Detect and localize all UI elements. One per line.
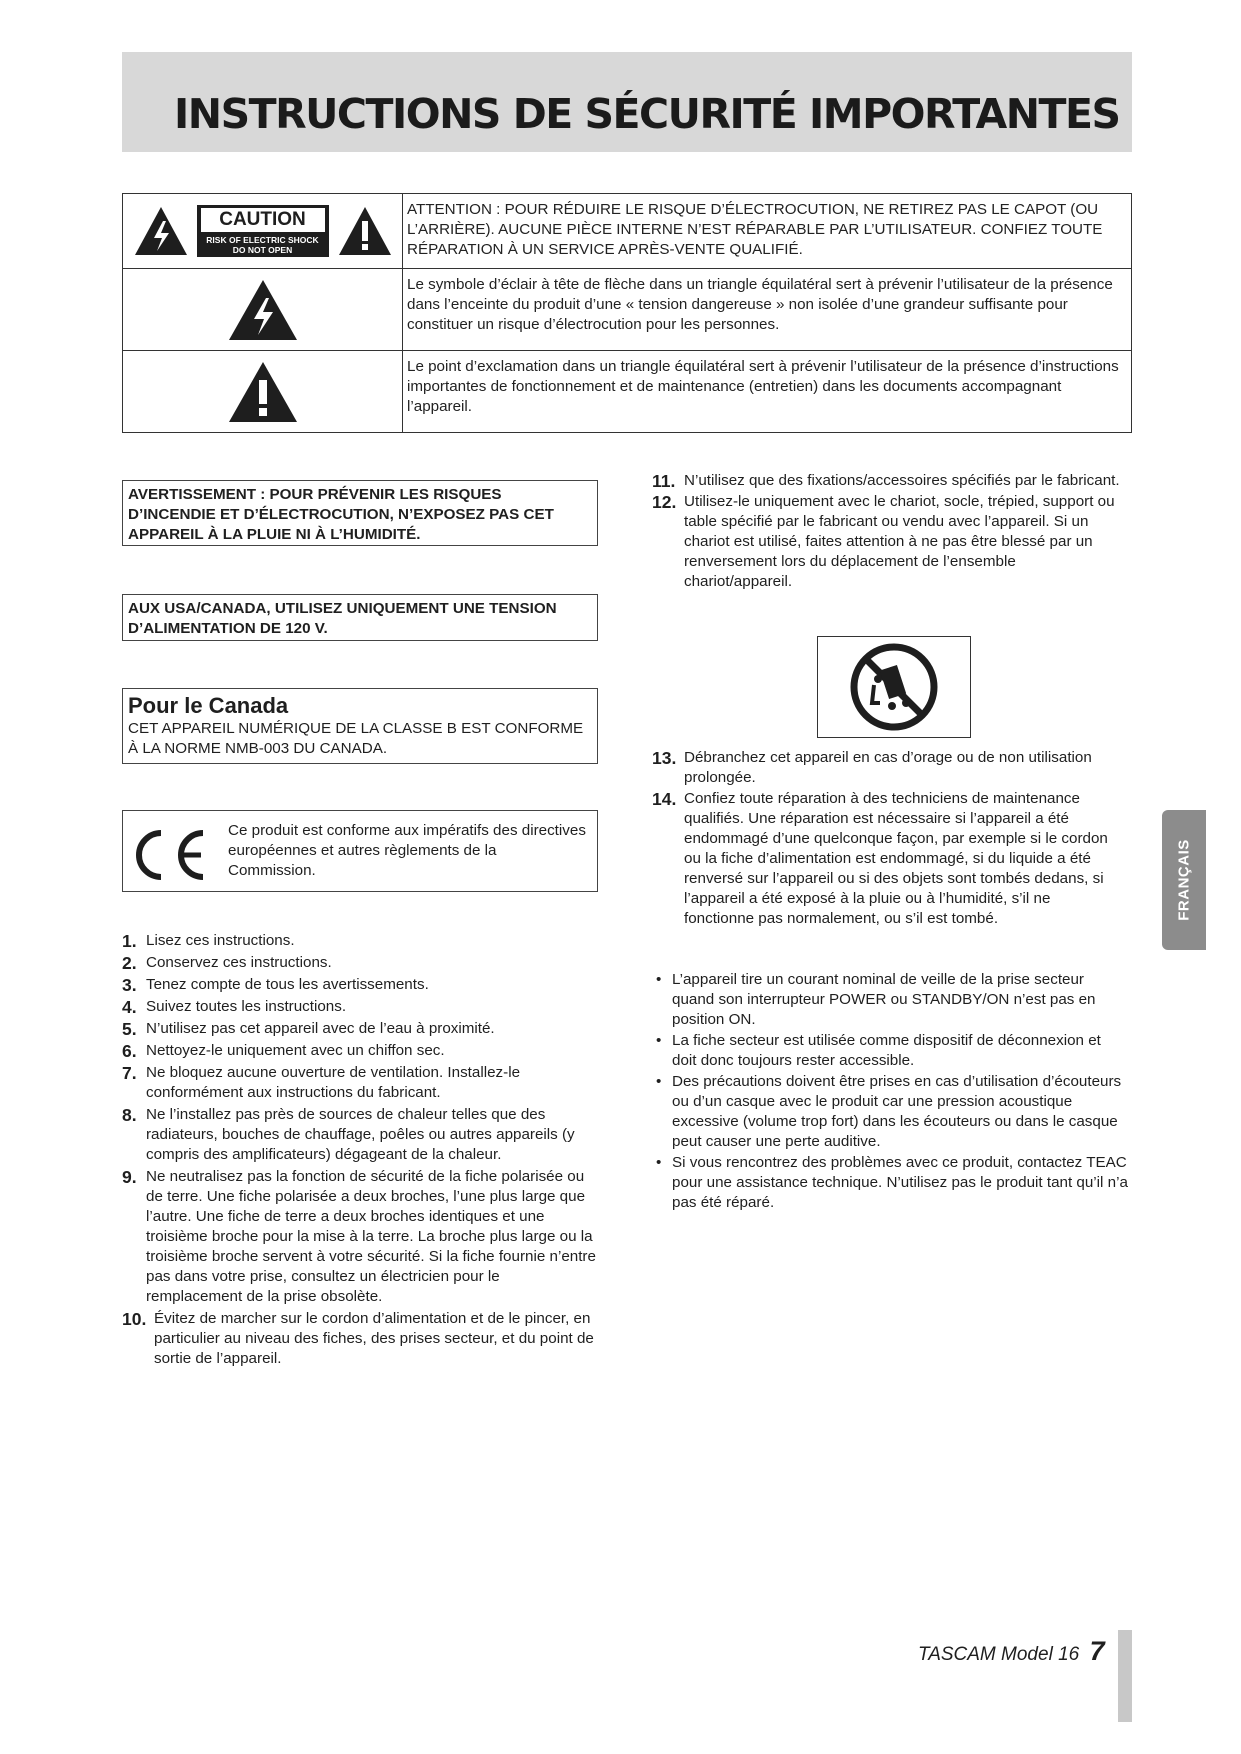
item-text: N’utilisez que des fixations/accessoires spécifiés par le fabricant. [684, 472, 1120, 489]
bullet-icon: • [656, 1032, 662, 1049]
caution-sub-2: DO NOT OPEN [232, 245, 293, 255]
item-number: 5. [122, 1019, 137, 1039]
item-number: 12. [652, 492, 677, 512]
item-number: 7. [122, 1063, 137, 1083]
item-number: 8. [122, 1105, 137, 1125]
list-item [122, 1167, 598, 1307]
item-text: Des précautions doivent être prises en cas d’utilisation d’écouteurs ou d’un casque avec le produit car une pression acoustique excessive (volume trop fort) dans les écouteurs ou dans le casque peut causer une perte auditive. [672, 1073, 1122, 1150]
item-text: L’appareil tire un courant nominal de veille de la prise secteur quand son interrupteur POWER ou STANDBY/ON n’est pas en position ON. [672, 971, 1096, 1028]
canada-box [122, 688, 598, 764]
exclamation-row-text: Le point d’exclamation dans un triangle équilatéral sert à prévenir l’utilisateur de la présence d’instructions importantes de fonctionnement et de maintenance (entretien) dans les documents accompagnant l’appareil. [407, 358, 1119, 415]
item-number: 2. [122, 953, 137, 973]
notes-bullet-list [652, 970, 1128, 1214]
caution-table [122, 193, 1132, 433]
cart-tip-over-icon [848, 641, 940, 733]
item-text: Conservez ces instructions. [146, 954, 332, 971]
page-title: INSTRUCTIONS DE SÉCURITÉ IMPORTANTES [174, 90, 1120, 138]
item-number: 13. [652, 748, 677, 768]
item-text: Si vous rencontrez des problèmes avec ce produit, contactez TEAC pour une assistance technique. N’utilisez pas le produit tant qu’il n’a pas été réparé. [672, 1154, 1128, 1211]
language-tab-label: FRANÇAIS [1175, 839, 1193, 921]
instructions-left-list [122, 931, 598, 1369]
list-item [122, 1309, 598, 1369]
item-number: 14. [652, 789, 677, 809]
item-number: 9. [122, 1167, 137, 1187]
lightning-triangle-icon [133, 205, 189, 257]
language-tab [1162, 810, 1206, 950]
list-item [122, 1105, 598, 1165]
caution-symbols [123, 194, 403, 268]
ce-text: Ce produit est conforme aux impératifs des directives européennes et autres règlements de la Commission. [228, 822, 586, 879]
list-item [652, 1153, 1128, 1213]
list-item [652, 471, 1122, 491]
ce-mark-icon [131, 825, 211, 885]
list-item [122, 1019, 598, 1039]
warning-box: AVERTISSEMENT : POUR PRÉVENIR LES RISQUES D’INCENDIE ET D’ÉLECTROCUTION, N’EXPOSEZ PAS CET APPAREIL À LA PLUIE NI À L’HUMIDITÉ. [122, 480, 598, 546]
item-text: Lisez ces instructions. [146, 932, 295, 949]
canada-text: CET APPAREIL NUMÉRIQUE DE LA CLASSE B EST CONFORME À LA NORME NMB-003 DU CANADA. [128, 720, 584, 757]
item-text: Suivez toutes les instructions. [146, 998, 347, 1015]
list-item [122, 1041, 598, 1061]
footer-bar [1118, 1630, 1132, 1722]
item-number: 4. [122, 997, 137, 1017]
item-text: Débranchez cet appareil en cas d’orage ou de non utilisation prolongée. [684, 749, 1092, 786]
instructions-right-bottom-list [652, 748, 1122, 929]
caution-row-text: ATTENTION : POUR RÉDUIRE LE RISQUE D’ÉLECTROCUTION, NE RETIREZ PAS LE CAPOT (OU L’ARRIÈRE). AUCUNE PIÈCE INTERNE N’EST RÉPARABLE PAR L’UTILISATEUR. CONFIEZ TOUTE RÉPARATION À UN SERVICE APRÈS-VENTE QUALIFIÉ. [407, 201, 1103, 258]
list-item [652, 1072, 1128, 1152]
item-number: 3. [122, 975, 137, 995]
title-band [122, 52, 1132, 152]
canada-heading: Pour le Canada [128, 693, 289, 718]
lightning-row [123, 269, 1131, 351]
exclamation-row [123, 351, 1131, 432]
footer-brand: TASCAM Model 16 [918, 1644, 1080, 1665]
lightning-symbol-cell [123, 269, 403, 350]
list-item [122, 931, 598, 951]
item-number: 1. [122, 931, 137, 951]
list-item [122, 1063, 598, 1103]
item-number: 6. [122, 1041, 137, 1061]
ce-box [122, 810, 598, 892]
caution-sub-1: RISK OF ELECTRIC SHOCK [206, 235, 319, 245]
list-item [652, 789, 1122, 929]
caution-word: CAUTION [201, 208, 325, 232]
exclamation-triangle-icon [227, 360, 299, 424]
caution-label [197, 205, 329, 257]
item-text: Tenez compte de tous les avertissements. [146, 976, 429, 993]
item-text: Ne bloquez aucune ouverture de ventilation. Installez-le conformément aux instructions du fabricant. [146, 1064, 521, 1101]
exclamation-symbol-cell [123, 351, 403, 432]
exclamation-triangle-icon [337, 205, 393, 257]
item-text: Utilisez-le uniquement avec le chariot, socle, trépied, support ou table spécifié par le fabricant ou vendu avec l’appareil. Si un chariot est utilisé, faites attention à ne pas être blessé par un renversement lors du déplacement de l’ensemble chariot/appareil. [684, 493, 1115, 590]
page-number: 7 [1089, 1636, 1105, 1666]
bullet-icon: • [656, 971, 662, 988]
caution-row [123, 194, 1131, 269]
bullet-icon: • [656, 1154, 662, 1171]
usa-canada-box: AUX USA/CANADA, UTILISEZ UNIQUEMENT UNE TENSION D’ALIMENTATION DE 120 V. [122, 594, 598, 641]
item-text: Ne neutralisez pas la fonction de sécurité de la fiche polarisée ou de terre. Une fiche polarisée a deux broches, l’une plus large que l’autre. Une fiche de terre a deux broches identiques et une troisième broche pour la mise à la terre. La broche plus large ou la troisième broche servent à votre sécurité. Si la fiche fournie n’entre pas dans votre prise, consultez un électricien pour le remplacement de la prise obsolète. [146, 1168, 596, 1305]
list-item [652, 1031, 1128, 1071]
item-text: N’utilisez pas cet appareil avec de l’eau à proximité. [146, 1020, 495, 1037]
item-text: La fiche secteur est utilisée comme dispositif de déconnexion et doit donc toujours rester accessible. [672, 1032, 1101, 1069]
item-number: 11. [652, 471, 676, 491]
item-text: Nettoyez-le uniquement avec un chiffon sec. [146, 1042, 445, 1059]
list-item [652, 970, 1128, 1030]
item-text: Évitez de marcher sur le cordon d’alimentation et de le pincer, en particulier au niveau des fiches, des prises secteur, et du point de sortie de l’appareil. [154, 1310, 594, 1367]
lightning-triangle-icon [227, 278, 299, 342]
cart-warning-box [817, 636, 971, 738]
item-number: 10. [122, 1309, 147, 1329]
list-item [122, 997, 598, 1017]
list-item [122, 975, 598, 995]
item-text: Ne l’installez pas près de sources de chaleur telles que des radiateurs, bouches de chauffage, poêles ou autres appareils (y compris des amplificateurs) dégageant de la chaleur. [146, 1106, 575, 1163]
page-footer [918, 1636, 1105, 1667]
bullet-icon: • [656, 1073, 662, 1090]
instructions-right-top-list [652, 471, 1122, 592]
list-item [122, 953, 598, 973]
item-text: Confiez toute réparation à des techniciens de maintenance qualifiés. Une réparation est nécessaire si l’appareil a été endommagé d’une quelconque façon, par exemple si le cordon ou la fiche d’alimentation est endommagé, si du liquide a été renversé sur l’appareil ou si des objets sont tombés dedans, si l’appareil a été exposé à la pluie ou à l’humidité, s’il ne fonctionne pas normalement, ou s’il est tombé. [684, 790, 1108, 927]
lightning-row-text: Le symbole d’éclair à tête de flèche dans un triangle équilatéral sert à prévenir l’utilisateur de la présence dans l’enceinte du produit d’une « tension dangereuse » non isolée d’une grandeur suffisante pour constituer un risque d’électrocution pour les personnes. [407, 276, 1113, 333]
list-item [652, 492, 1122, 592]
list-item [652, 748, 1122, 788]
